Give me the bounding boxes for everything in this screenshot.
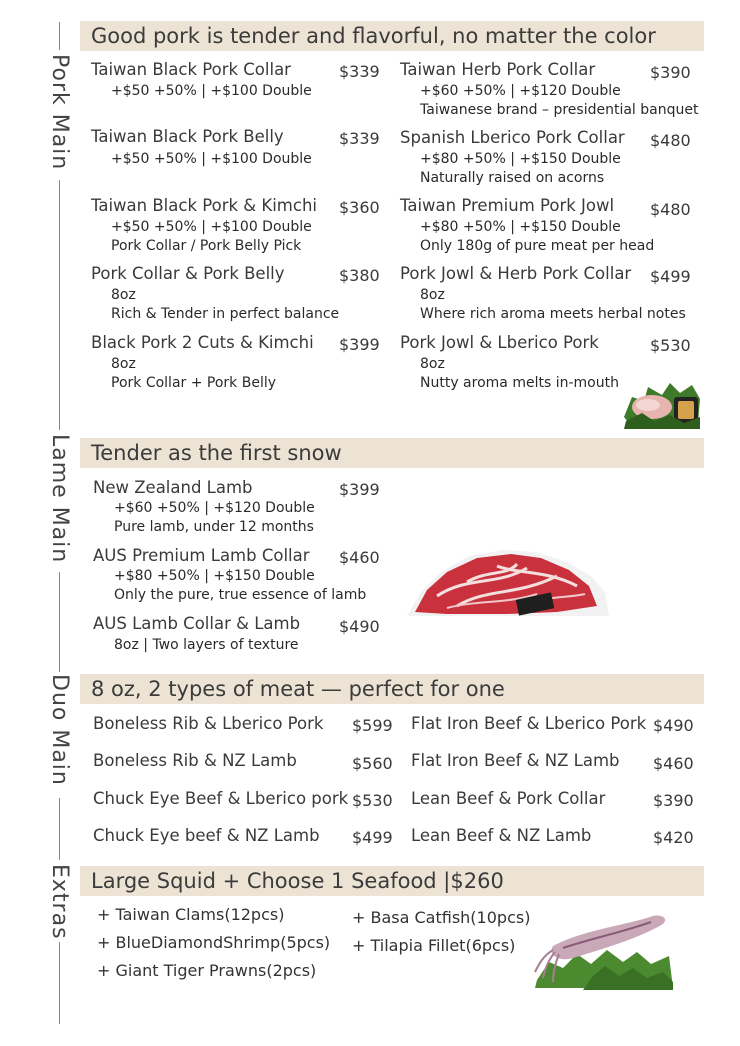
section-header-pork: Good pork is tender and flavorful, no matter the color <box>80 21 704 51</box>
item-name: Lean Beef & Pork Collar <box>411 789 606 808</box>
item-price: $380 <box>339 266 380 285</box>
section-header-duo: 8 oz, 2 types of meat — perfect for one <box>80 674 704 704</box>
item-note: Only the pure, true essence of lamb <box>114 587 367 603</box>
item-name: Chuck Eye beef & NZ Lamb <box>93 826 320 845</box>
item-note: Where rich aroma meets herbal notes <box>420 306 686 322</box>
item-note: Rich & Tender in perfect balance <box>111 306 340 322</box>
item-name: Taiwan Black Pork Collar <box>91 60 291 79</box>
item-name: Flat Iron Beef & NZ Lamb <box>411 751 620 770</box>
item-name: Boneless Rib & Lberico Pork <box>93 714 324 733</box>
item-note: 8oz | Two layers of texture <box>114 637 299 653</box>
item-name: Black Pork 2 Cuts & Kimchi <box>91 333 314 352</box>
side-divider <box>59 942 60 1024</box>
item-name: Taiwan Black Pork & Kimchi <box>91 196 317 215</box>
list-item: + Basa Catfish(10pcs) <box>352 908 531 927</box>
item-name: Taiwan Premium Pork Jowl <box>400 196 615 215</box>
item-note: 8oz <box>420 287 445 303</box>
item-name: Chuck Eye Beef & Lberico pork <box>93 789 349 808</box>
item-name: AUS Premium Lamb Collar <box>93 546 310 565</box>
item-note: +$60 +50% | +$120 Double <box>420 83 621 99</box>
item-price: $480 <box>650 200 691 219</box>
side-divider <box>59 572 60 672</box>
list-item: + Tilapia Fillet(6pcs) <box>352 936 516 955</box>
item-note: +$60 +50% | +$120 Double <box>114 500 315 516</box>
item-price: $339 <box>339 129 380 148</box>
side-divider <box>59 798 60 860</box>
item-note: 8oz <box>111 356 136 372</box>
item-name: Pork Jowl & Herb Pork Collar <box>400 264 632 283</box>
side-label-extras: Extras <box>47 864 72 940</box>
squid-photo <box>533 906 675 990</box>
pork-dish-photo <box>622 377 702 429</box>
item-price: $530 <box>650 336 691 355</box>
item-price: $339 <box>339 62 380 81</box>
list-item: + BlueDiamondShrimp(5pcs) <box>97 933 331 952</box>
side-divider <box>59 180 60 430</box>
item-name: Lean Beef & NZ Lamb <box>411 826 592 845</box>
list-item: + Taiwan Clams(12pcs) <box>97 905 285 924</box>
item-price: $390 <box>653 791 694 810</box>
item-note: +$50 +50% | +$100 Double <box>111 83 312 99</box>
item-price: $560 <box>352 754 393 773</box>
section-header-lamb: Tender as the first snow <box>80 438 704 468</box>
item-note: 8oz <box>420 356 445 372</box>
item-note: +$50 +50% | +$100 Double <box>111 151 312 167</box>
item-note: 8oz <box>111 287 136 303</box>
item-name: Spanish Lberico Pork Collar <box>400 128 625 147</box>
item-price: $399 <box>339 335 380 354</box>
section-header-extras: Large Squid + Choose 1 Seafood |$260 <box>80 866 704 896</box>
item-name: Taiwan Herb Pork Collar <box>400 60 596 79</box>
item-name: Pork Collar & Pork Belly <box>91 264 285 283</box>
item-name: Pork Jowl & Lberico Pork <box>400 333 599 352</box>
item-name: Flat Iron Beef & Lberico Pork <box>411 714 647 733</box>
item-note: +$80 +50% | +$150 Double <box>420 151 621 167</box>
item-note: Pork Collar / Pork Belly Pick <box>111 238 302 254</box>
item-name: Boneless Rib & NZ Lamb <box>93 751 297 770</box>
side-label-duo: Duo Main <box>47 674 72 786</box>
item-name: New Zealand Lamb <box>93 478 253 497</box>
item-price: $490 <box>339 617 380 636</box>
item-price: $499 <box>650 267 691 286</box>
item-note: +$80 +50% | +$150 Double <box>420 219 621 235</box>
item-note: Only 180g of pure meat per head <box>420 238 655 254</box>
item-price: $390 <box>650 63 691 82</box>
item-price: $360 <box>339 198 380 217</box>
item-name: AUS Lamb Collar & Lamb <box>93 614 301 633</box>
item-price: $480 <box>650 131 691 150</box>
item-note: Taiwanese brand – presidential banquet <box>420 102 699 118</box>
item-price: $460 <box>339 548 380 567</box>
item-price: $420 <box>653 828 694 847</box>
item-note: Nutty aroma melts in-mouth <box>420 375 619 391</box>
side-label-lamb: Lame Main <box>47 434 72 564</box>
item-price: $530 <box>352 791 393 810</box>
item-price: $460 <box>653 754 694 773</box>
item-price: $599 <box>352 716 393 735</box>
side-divider <box>59 22 60 50</box>
item-note: Pork Collar + Pork Belly <box>111 375 277 391</box>
item-note: +$80 +50% | +$150 Double <box>114 568 315 584</box>
item-note: Naturally raised on acorns <box>420 170 605 186</box>
list-item: + Giant Tiger Prawns(2pcs) <box>97 961 317 980</box>
item-name: Taiwan Black Pork Belly <box>91 127 284 146</box>
item-note: +$50 +50% | +$100 Double <box>111 219 312 235</box>
item-price: $499 <box>352 828 393 847</box>
side-label-pork: Pork Main <box>47 54 72 171</box>
lamb-dish-photo <box>407 546 611 618</box>
item-note: Pure lamb, under 12 months <box>114 519 314 535</box>
item-price: $490 <box>653 716 694 735</box>
item-price: $399 <box>339 480 380 499</box>
